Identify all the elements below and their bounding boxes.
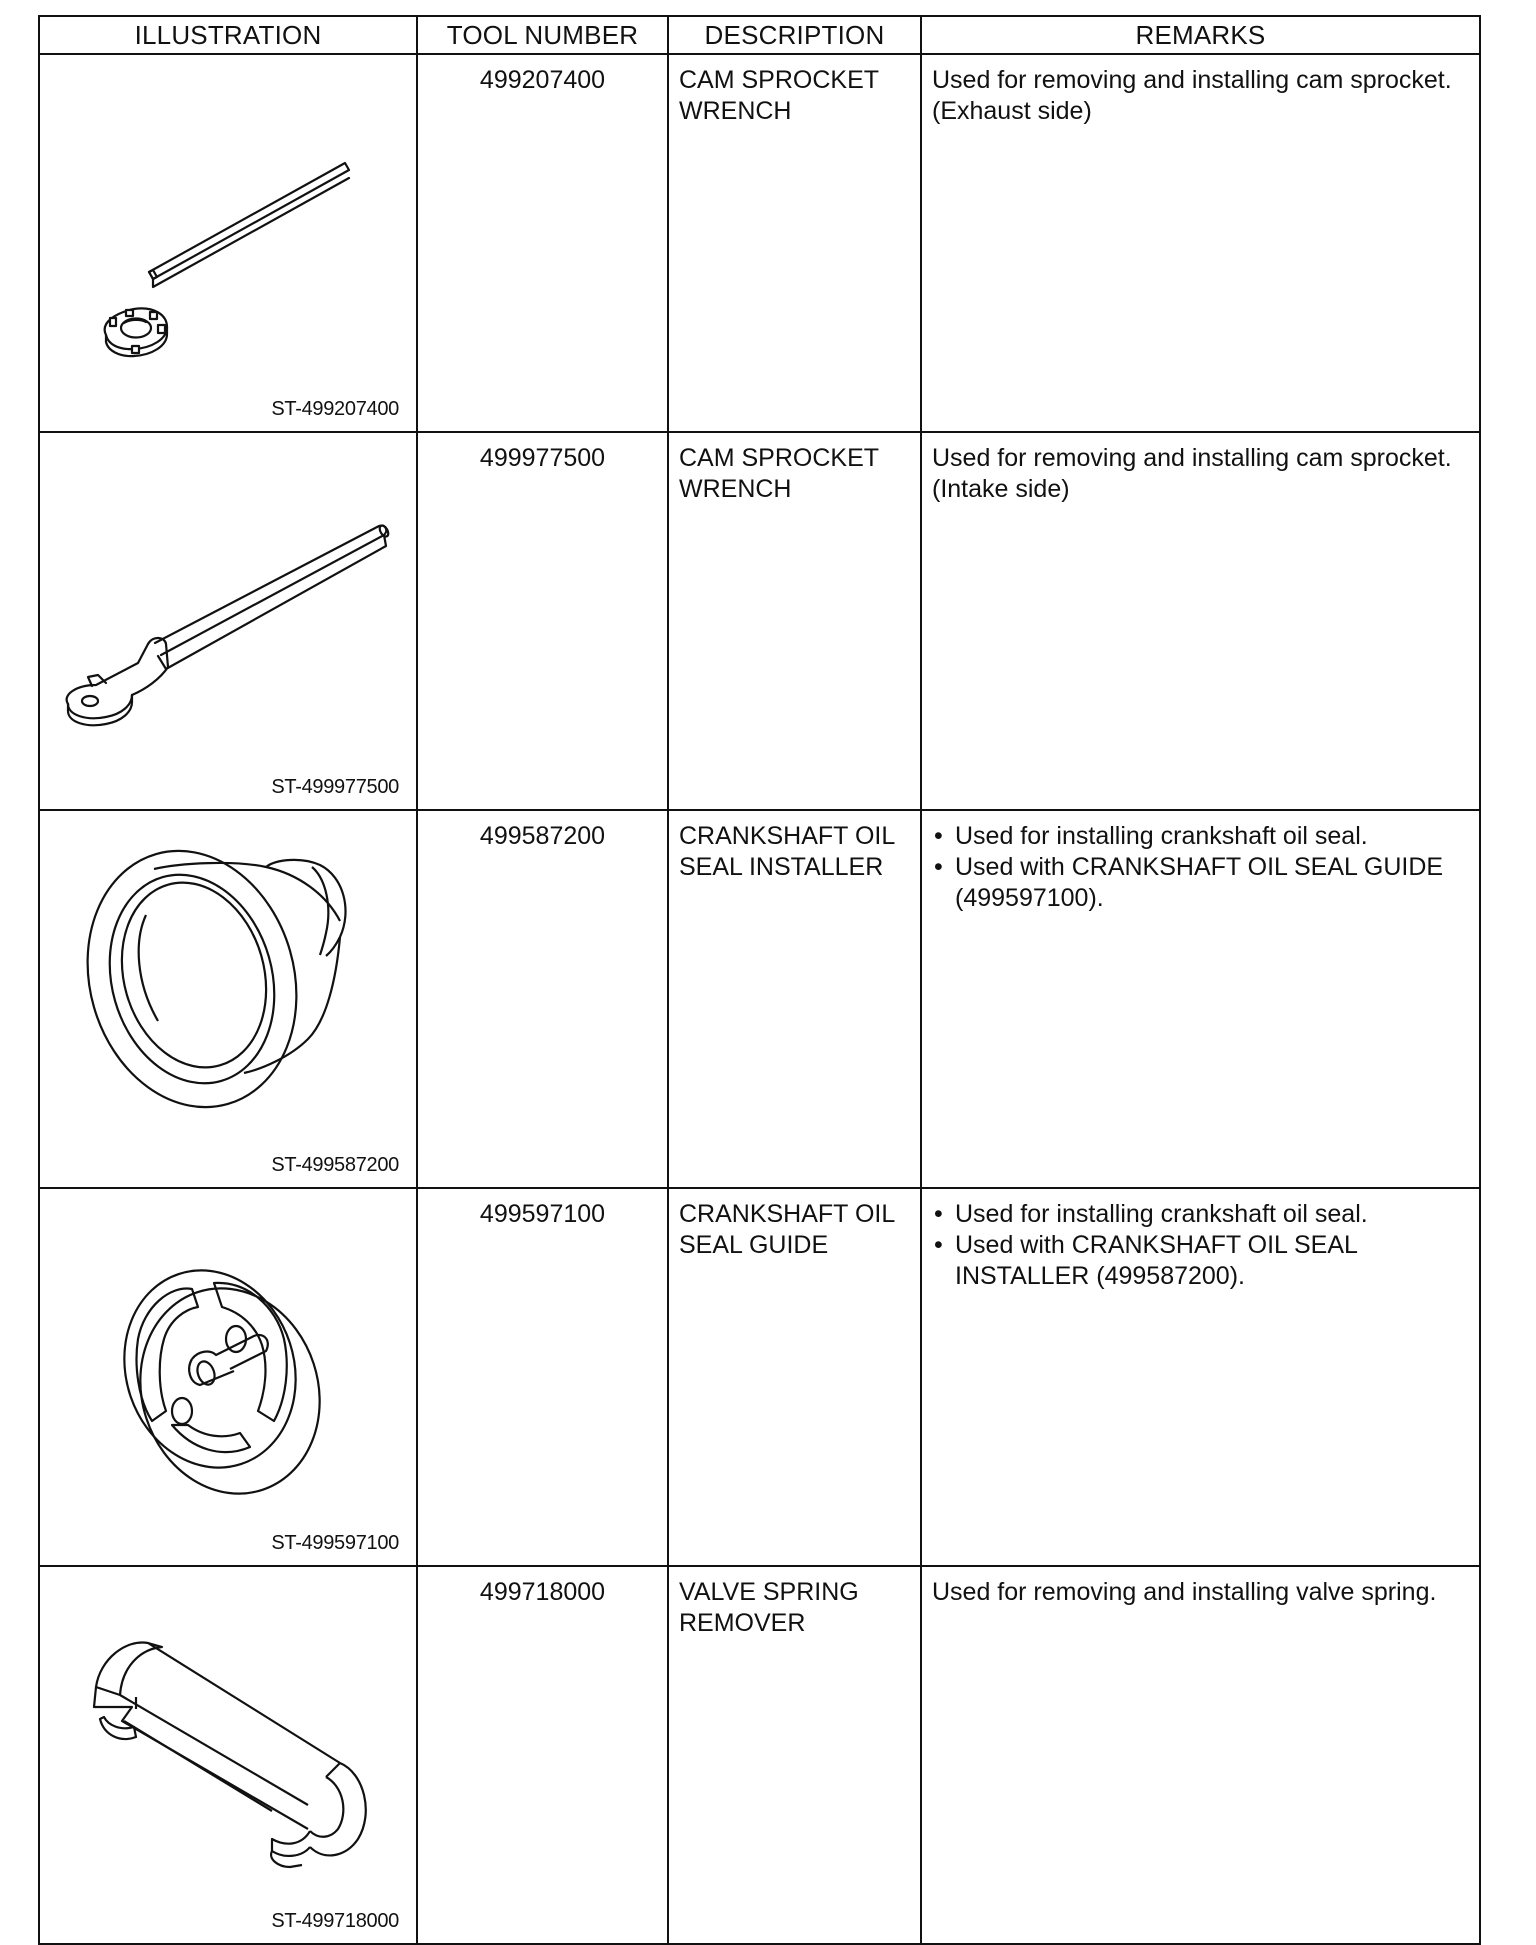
list-item: • Used with CRANKSHAFT OIL SEAL GUIDE (499597100). — [932, 852, 1469, 914]
illustration-cell — [39, 432, 417, 810]
description-cell: CAM SPROCKET WRENCH — [668, 432, 921, 810]
illustration-cell — [39, 810, 417, 1188]
illustration-code: ST-499977500 — [271, 776, 399, 798]
list-item: • Used with CRANKSHAFT OIL SEAL INSTALLER (499587200). — [932, 1230, 1469, 1292]
remarks-list — [932, 1199, 1469, 1292]
list-item: • Used for installing crankshaft oil seal. — [932, 821, 1469, 852]
tool-number-cell: 499597100 — [417, 1188, 668, 1566]
description-cell: CRANKSHAFT OIL SEAL INSTALLER — [668, 810, 921, 1188]
illustration-cell — [39, 54, 417, 432]
remarks-text: Used for removing and installing cam sprocket. (Intake side) — [932, 444, 1452, 503]
remarks-text: Used for removing and installing cam sprocket. (Exhaust side) — [932, 66, 1452, 125]
table-row — [39, 810, 1480, 1188]
table-row — [39, 1188, 1480, 1566]
header-remarks: REMARKS — [921, 16, 1480, 54]
table-row — [39, 1566, 1480, 1944]
remarks-cell — [921, 810, 1480, 1188]
valve-spring-remover-illustration — [40, 1567, 418, 1933]
remarks-cell — [921, 54, 1480, 432]
header-description: DESCRIPTION — [668, 16, 921, 54]
cam-sprocket-wrench-intake-illustration — [40, 433, 418, 799]
table-header-row — [39, 16, 1480, 54]
remarks-cell — [921, 1566, 1480, 1944]
tool-number-cell: 499207400 — [417, 54, 668, 432]
header-illustration: ILLUSTRATION — [39, 16, 417, 54]
crankshaft-oil-seal-installer-illustration — [40, 811, 418, 1177]
illustration-code: ST-499718000 — [271, 1910, 399, 1932]
table-row — [39, 54, 1480, 432]
list-item: • Used for installing crankshaft oil seal. — [932, 1199, 1469, 1230]
remarks-cell — [921, 432, 1480, 810]
tool-number-cell: 499587200 — [417, 810, 668, 1188]
table-row — [39, 432, 1480, 810]
remarks-cell — [921, 1188, 1480, 1566]
description-cell: CRANKSHAFT OIL SEAL GUIDE — [668, 1188, 921, 1566]
remarks-text: Used for removing and installing valve spring. — [932, 1578, 1437, 1606]
remarks-list — [932, 821, 1469, 914]
illustration-code: ST-499207400 — [271, 398, 399, 420]
tool-number-cell: 499977500 — [417, 432, 668, 810]
cam-sprocket-wrench-exhaust-illustration — [40, 55, 418, 421]
illustration-cell — [39, 1566, 417, 1944]
header-tool-number: TOOL NUMBER — [417, 16, 668, 54]
illustration-code: ST-499597100 — [271, 1532, 399, 1554]
special-tools-table — [38, 15, 1481, 1945]
description-cell: VALVE SPRING REMOVER — [668, 1566, 921, 1944]
tool-number-cell: 499718000 — [417, 1566, 668, 1944]
description-cell: CAM SPROCKET WRENCH — [668, 54, 921, 432]
crankshaft-oil-seal-guide-illustration — [40, 1189, 418, 1555]
illustration-cell — [39, 1188, 417, 1566]
illustration-code: ST-499587200 — [271, 1154, 399, 1176]
